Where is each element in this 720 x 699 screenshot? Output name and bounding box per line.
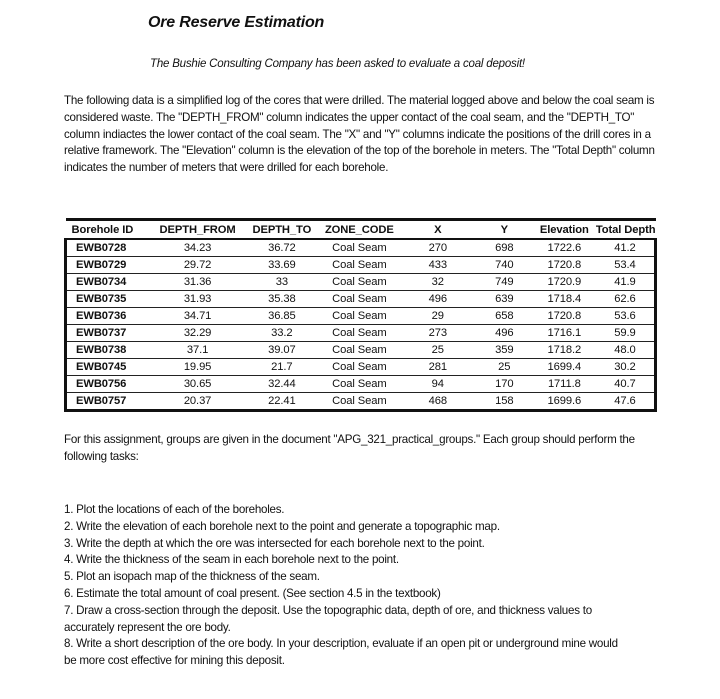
cell-zone-code: Coal Seam xyxy=(319,239,400,257)
task-item: 6. Estimate the total amount of coal present. (See section 4.5 in the textbook) xyxy=(64,586,441,600)
cell-elevation: 1711.8 xyxy=(533,376,596,393)
table-row xyxy=(66,274,656,291)
cell-depth-from: 30.65 xyxy=(150,376,245,393)
page-title: Ore Reserve Estimation xyxy=(148,14,325,31)
table-row xyxy=(66,291,656,308)
cell-depth-from: 37.1 xyxy=(150,342,245,359)
cell-borehole-id: EWB0756 xyxy=(66,376,151,393)
table-row xyxy=(66,342,656,359)
table-row xyxy=(66,257,656,274)
cell-x: 32 xyxy=(400,274,476,291)
cell-zone-code: Coal Seam xyxy=(319,308,400,325)
task-item: 8. Write a short description of the ore body. In your description, evaluate if an open pit or underground mine would be more cost effective for mining this deposit. xyxy=(64,637,618,668)
cell-depth-to: 33 xyxy=(245,274,319,291)
cell-depth-to: 39.07 xyxy=(245,342,319,359)
cell-borehole-id: EWB0738 xyxy=(66,342,151,359)
cell-y: 496 xyxy=(476,325,533,342)
cell-borehole-id: EWB0729 xyxy=(66,257,151,274)
header-depth-from: DEPTH_FROM xyxy=(150,220,245,240)
cell-x: 29 xyxy=(400,308,476,325)
cell-depth-from: 20.37 xyxy=(150,393,245,411)
task-item: 4. Write the thickness of the seam in each borehole next to the point. xyxy=(64,553,399,567)
task-item: 1. Plot the locations of each of the boreholes. xyxy=(64,503,285,516)
cell-elevation: 1722.6 xyxy=(533,239,596,257)
cell-y: 639 xyxy=(476,291,533,308)
cell-total-depth: 47.6 xyxy=(596,393,656,411)
cell-depth-to: 36.85 xyxy=(245,308,319,325)
cell-borehole-id: EWB0736 xyxy=(66,308,151,325)
cell-y: 170 xyxy=(476,376,533,393)
cell-y: 749 xyxy=(476,274,533,291)
cell-x: 496 xyxy=(400,291,476,308)
cell-elevation: 1718.4 xyxy=(533,291,596,308)
cell-total-depth: 40.7 xyxy=(596,376,656,393)
cell-depth-from: 31.93 xyxy=(150,291,245,308)
cell-zone-code: Coal Seam xyxy=(319,257,400,274)
cell-depth-to: 33.69 xyxy=(245,257,319,274)
cell-depth-to: 35.38 xyxy=(245,291,319,308)
cell-total-depth: 62.6 xyxy=(596,291,656,308)
header-x: X xyxy=(400,220,476,240)
cell-borehole-id: EWB0745 xyxy=(66,359,151,376)
cell-elevation: 1720.9 xyxy=(533,274,596,291)
cell-total-depth: 59.9 xyxy=(596,325,656,342)
header-depth-to: DEPTH_TO xyxy=(245,220,319,240)
cell-total-depth: 48.0 xyxy=(596,342,656,359)
cell-y: 658 xyxy=(476,308,533,325)
cell-depth-to: 33.2 xyxy=(245,325,319,342)
cell-elevation: 1720.8 xyxy=(533,308,596,325)
cell-x: 273 xyxy=(400,325,476,342)
table-row xyxy=(66,325,656,342)
header-elevation: Elevation xyxy=(533,220,596,240)
cell-x: 94 xyxy=(400,376,476,393)
task-item: 7. Draw a cross-section through the deposit. Use the topographic data, depth of ore, and thickness values to accurately represent the ore body. xyxy=(64,603,592,634)
header-borehole-id: Borehole ID xyxy=(66,220,151,240)
cell-x: 270 xyxy=(400,239,476,257)
cell-depth-from: 34.23 xyxy=(150,239,245,257)
cell-zone-code: Coal Seam xyxy=(319,393,400,411)
cell-total-depth: 53.4 xyxy=(596,257,656,274)
cell-y: 740 xyxy=(476,257,533,274)
cell-borehole-id: EWB0757 xyxy=(66,393,151,411)
cell-x: 468 xyxy=(400,393,476,411)
cell-elevation: 1699.6 xyxy=(533,393,596,411)
table-body xyxy=(66,239,656,411)
cell-y: 25 xyxy=(476,359,533,376)
cell-depth-to: 21.7 xyxy=(245,359,319,376)
task-item: 5. Plot an isopach map of the thickness of the seam. xyxy=(64,570,320,584)
cell-total-depth: 41.9 xyxy=(596,274,656,291)
cell-total-depth: 53.6 xyxy=(596,308,656,325)
task-item: 2. Write the elevation of each borehole next to the point and generate a topographic map. xyxy=(64,519,500,533)
cell-x: 25 xyxy=(400,342,476,359)
cell-y: 158 xyxy=(476,393,533,411)
cell-depth-to: 36.72 xyxy=(245,239,319,257)
cell-depth-from: 19.95 xyxy=(150,359,245,376)
cell-total-depth: 41.2 xyxy=(596,239,656,257)
cell-zone-code: Coal Seam xyxy=(319,274,400,291)
borehole-table xyxy=(64,218,657,412)
table-row xyxy=(66,308,656,325)
cell-x: 281 xyxy=(400,359,476,376)
cell-borehole-id: EWB0728 xyxy=(66,239,151,257)
cell-elevation: 1716.1 xyxy=(533,325,596,342)
header-total-depth: Total Depth xyxy=(596,220,656,240)
header-y: Y xyxy=(476,220,533,240)
header-zone-code: ZONE_CODE xyxy=(319,220,400,240)
table-row xyxy=(66,239,656,257)
cell-borehole-id: EWB0735 xyxy=(66,291,151,308)
groups-paragraph: For this assignment, groups are given in the document "APG_321_practical_groups." Each group should perform the following tasks: xyxy=(64,433,635,463)
cell-borehole-id: EWB0737 xyxy=(66,325,151,342)
cell-depth-to: 32.44 xyxy=(245,376,319,393)
cell-depth-from: 29.72 xyxy=(150,257,245,274)
cell-zone-code: Coal Seam xyxy=(319,291,400,308)
cell-zone-code: Coal Seam xyxy=(319,342,400,359)
intro-paragraph: The following data is a simplified log of the cores that were drilled. The material logged above and below the coal seam is considered waste. The "DEPTH_FROM" column indicates the upper contact of the coal seam, and the "DEPTH_TO" column indiactes the lower contact of the coal seam. The "X" and "Y" columns indicate the positions of the drill cores in a relative framework. The "Elevation" column is the elevation of the top of the borehole in meters. The "Total Depth" column indicates the number of meters that were drilled for each borehole. xyxy=(64,94,655,175)
table-header-row xyxy=(66,220,656,240)
cell-depth-from: 32.29 xyxy=(150,325,245,342)
cell-zone-code: Coal Seam xyxy=(319,359,400,376)
cell-y: 359 xyxy=(476,342,533,359)
cell-elevation: 1699.4 xyxy=(533,359,596,376)
cell-depth-from: 34.71 xyxy=(150,308,245,325)
cell-borehole-id: EWB0734 xyxy=(66,274,151,291)
cell-elevation: 1718.2 xyxy=(533,342,596,359)
cell-elevation: 1720.8 xyxy=(533,257,596,274)
cell-zone-code: Coal Seam xyxy=(319,376,400,393)
cell-zone-code: Coal Seam xyxy=(319,325,400,342)
cell-x: 433 xyxy=(400,257,476,274)
page-subtitle: The Bushie Consulting Company has been asked to evaluate a coal deposit! xyxy=(150,58,525,70)
cell-y: 698 xyxy=(476,239,533,257)
task-item: 3. Write the depth at which the ore was intersected for each borehole next to the point. xyxy=(64,536,485,550)
cell-depth-to: 22.41 xyxy=(245,393,319,411)
cell-depth-from: 31.36 xyxy=(150,274,245,291)
table-row xyxy=(66,393,656,411)
table-row xyxy=(66,359,656,376)
task-list xyxy=(64,502,624,670)
cell-total-depth: 30.2 xyxy=(596,359,656,376)
table-row xyxy=(66,376,656,393)
